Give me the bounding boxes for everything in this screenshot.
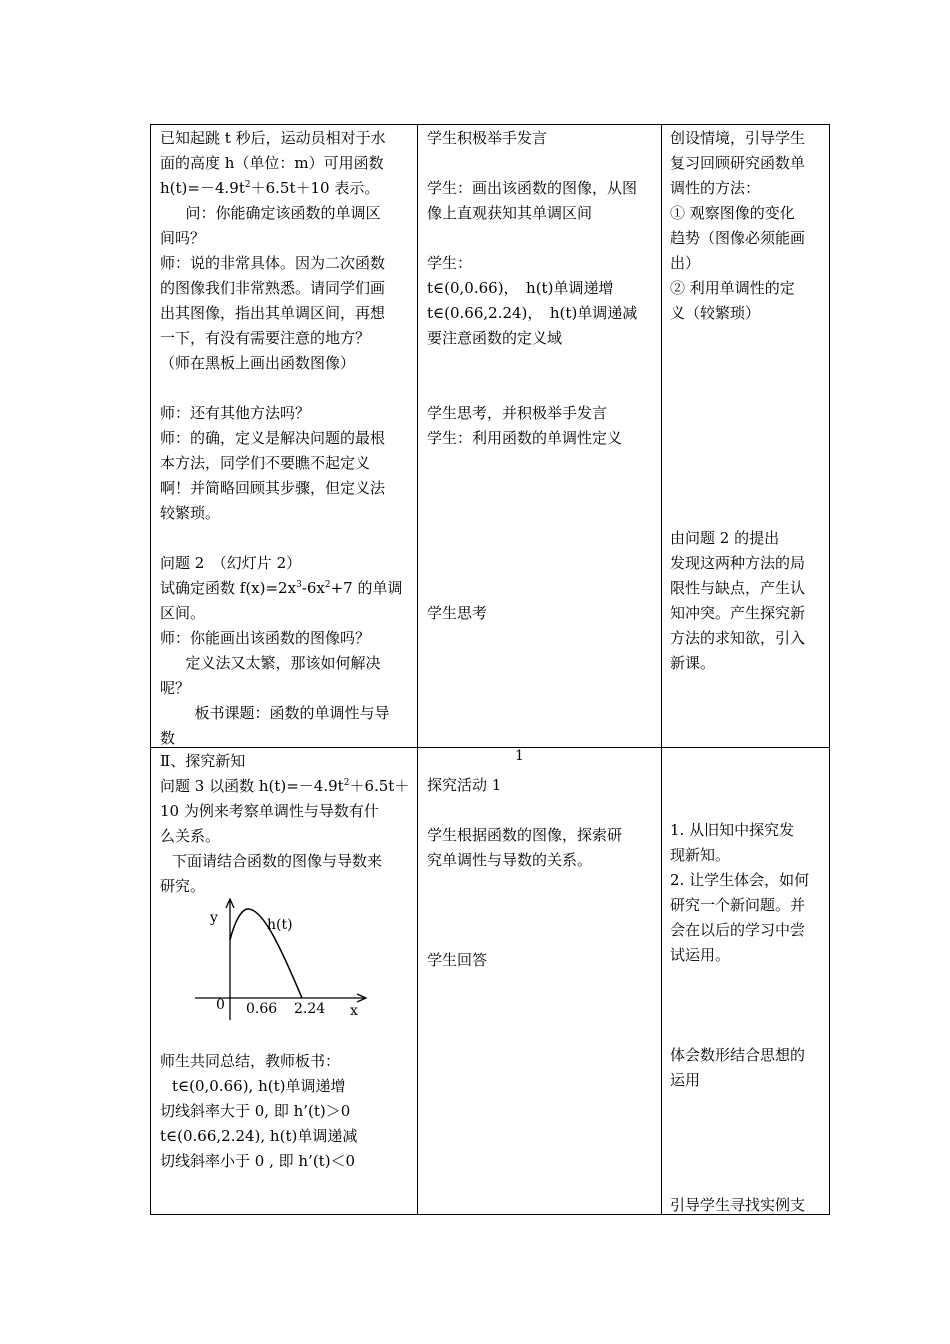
- text-line: 已知起跳 t 秒后，运动员相对于水: [160, 129, 386, 147]
- text-line: 本方法，同学们不要瞧不起定义: [160, 454, 371, 472]
- text-line: 1. 从旧知中探究发: [670, 821, 795, 839]
- text-line: 的图像我们非常熟悉。请同学们画: [160, 279, 386, 297]
- text-line: 啊！并简略回顾其步骤，但定义法: [160, 479, 386, 497]
- text-line: 调性的方法：: [670, 179, 761, 197]
- text-line: 发现这两种方法的局: [670, 554, 806, 572]
- row2-design-intent: [670, 818, 823, 1218]
- text-line: 区间。: [160, 604, 206, 622]
- text-line: 师：的确，定义是解决问题的最根: [160, 429, 386, 447]
- text-line: 学生：画出该函数的图像，从图: [427, 179, 638, 197]
- text-line: 义（较繁琐）: [670, 304, 761, 322]
- tick-label: 2.24: [294, 1001, 326, 1017]
- text-line: 下面请结合函数的图像与导数来: [172, 852, 383, 870]
- text-line: 呢？: [160, 679, 191, 697]
- formula-line-h: $h(t)=-4.9t^2+6.5t+10$ 表示。: [160, 179, 380, 197]
- text-line: 研究。: [160, 877, 206, 895]
- row1-design-intent: [670, 126, 823, 676]
- text-line: 学生：: [427, 254, 473, 272]
- text-line: 师：你能画出该函数的图像吗？: [160, 629, 371, 647]
- text-line: 么关系。: [160, 827, 221, 845]
- text-line: 问题 2 （幻灯片 2）: [160, 554, 302, 572]
- text-line: t∈(0,0.66), h(t)单调递增: [172, 1077, 346, 1095]
- text-line: 学生思考: [427, 604, 488, 622]
- text-line: 出）: [670, 254, 701, 272]
- text-line: 数: [160, 729, 176, 747]
- y-axis-label: y: [210, 910, 218, 926]
- row2-student-activity: [427, 773, 655, 973]
- text-line: 限性与缺点，产生认: [670, 579, 806, 597]
- text-line: 切线斜率小于 0 , 即 h’(t)＜0: [160, 1152, 356, 1170]
- column-divider-2: [661, 125, 662, 1214]
- text-line: 试运用。: [670, 946, 731, 964]
- text-line: 师：说的非常具体。因为二次函数: [160, 254, 386, 272]
- text-line: t∈(0.66,2.24)， h(t)单调递减: [427, 304, 638, 322]
- text-line: 2. 让学生体会，如何: [670, 871, 810, 889]
- text-line: 体会数形结合思想的: [670, 1046, 806, 1064]
- text-line: 要注意函数的定义域: [427, 329, 563, 347]
- text-line: 一下，有没有需要注意的地方？: [160, 329, 371, 347]
- text-line: 引导学生寻找实例支: [670, 1196, 806, 1214]
- text-line: ② 利用单调性的定: [670, 279, 795, 297]
- text-line: 切线斜率大于 0, 即 h’(t)＞0: [160, 1102, 351, 1120]
- text-line: 学生积极举手发言: [427, 129, 548, 147]
- origin-label: 0: [216, 997, 225, 1013]
- formula-line-f: 试确定函数 $f(x)=2x^3-6x^2+7$ 的单调: [160, 579, 403, 597]
- text-line: 出其图像，指出其单调区间，再想: [160, 304, 386, 322]
- text-line: 现新知。: [670, 846, 731, 864]
- text-line: 面的高度 h（单位：m）可用函数: [160, 154, 384, 172]
- text-line: 究单调性与导数的关系。: [427, 851, 593, 869]
- text-line: 定义法又太繁，那该如何解决: [185, 654, 381, 672]
- row1-teacher-activity: [160, 126, 410, 751]
- text-line: 学生思考，并积极举手发言: [427, 404, 608, 422]
- text-line: t∈(0.66,2.24), h(t)单调递减: [160, 1127, 358, 1145]
- page-number: 1: [515, 748, 524, 764]
- text-line: 像上直观获知其单调区间: [427, 204, 593, 222]
- text-line: t∈(0,0.66)， h(t)单调递增: [427, 279, 614, 297]
- curve-label: h(t): [267, 917, 293, 933]
- text-line: 方法的求知欲，引入: [670, 629, 806, 647]
- lesson-plan-table: [150, 124, 830, 1215]
- text-line: （师在黑板上画出函数图像）: [160, 354, 356, 372]
- text-line: 运用: [670, 1071, 701, 1089]
- text-line: 新课。: [670, 654, 716, 672]
- text-line: 10 为例来考察单调性与导数有什: [160, 802, 379, 820]
- text-line: 趋势（图像必须能画: [670, 229, 806, 247]
- text-line: 创设情境，引导学生: [670, 129, 806, 147]
- text-line: ① 观察图像的变化: [670, 204, 795, 222]
- function-graph: [190, 895, 380, 1030]
- text-line: 由问题 2 的提出: [670, 529, 780, 547]
- text-line: 学生根据函数的图像，探索研: [427, 826, 623, 844]
- text-line: 师生共同总结，教师板书：: [160, 1052, 341, 1070]
- text-line: 学生：利用函数的单调性定义: [427, 429, 623, 447]
- formula-line-q3: 问题 3 以函数 $h(t)=-4.9t^2+6.5t+$: [160, 777, 410, 795]
- text-line: 探究活动 1: [427, 776, 502, 794]
- text-line: 研究一个新问题。并: [670, 896, 806, 914]
- text-line: 复习回顾研究函数单: [670, 154, 806, 172]
- x-axis-label: x: [350, 1003, 358, 1019]
- tick-label: 0.66: [246, 1001, 278, 1017]
- text-line: 会在以后的学习中尝: [670, 921, 806, 939]
- section-heading: Ⅱ、探究新知: [160, 752, 246, 770]
- text-line: 师：还有其他方法吗？: [160, 404, 311, 422]
- text-line: 学生回答: [427, 951, 488, 969]
- column-divider-1: [417, 125, 418, 1214]
- row1-student-activity: [427, 126, 655, 626]
- text-line: 较繁琐。: [160, 504, 221, 522]
- text-line: 板书课题：函数的单调性与导: [194, 704, 390, 722]
- text-line: 问：你能确定该函数的单调区: [185, 204, 381, 222]
- text-line: 间吗？: [160, 229, 206, 247]
- text-line: 知冲突。产生探究新: [670, 604, 806, 622]
